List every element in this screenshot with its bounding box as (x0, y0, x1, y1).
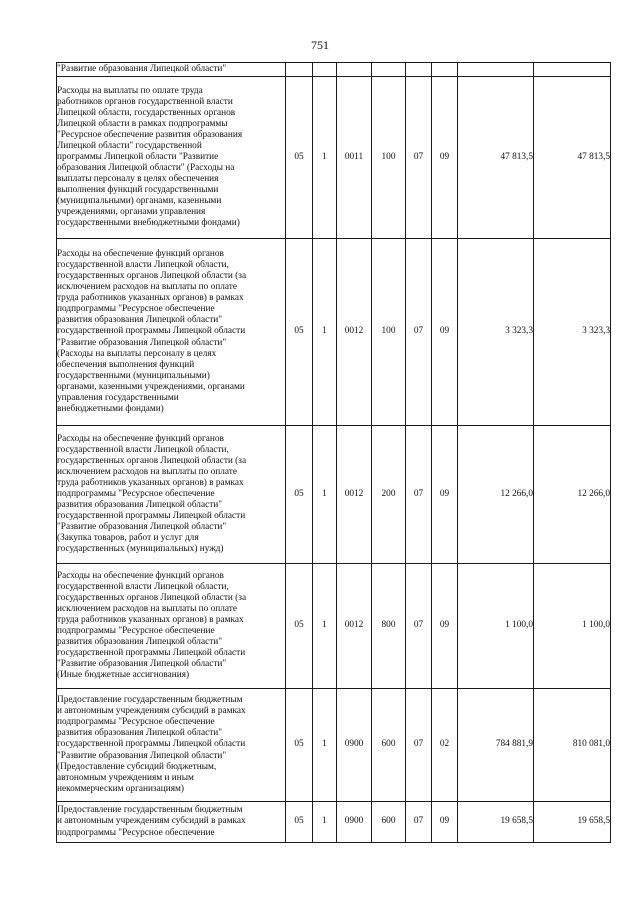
ministry-code: 05 (286, 77, 313, 239)
expense-type-code: 100 (372, 77, 406, 239)
subsection-code: 09 (432, 802, 458, 843)
ministry-code: 05 (286, 802, 313, 843)
expense-type-code: 600 (372, 802, 406, 843)
target-article-code (337, 63, 372, 77)
amount-year-2: 12 266,0 (534, 426, 611, 564)
amount-year-1: 3 323,3 (458, 239, 534, 426)
expense-type-code (372, 63, 406, 77)
ministry-code (286, 63, 313, 77)
amount-year-1: 12 266,0 (458, 426, 534, 564)
expense-type-code: 600 (372, 689, 406, 802)
budget-table (56, 62, 611, 843)
program-code: 1 (313, 77, 337, 239)
target-article-code: 0900 (337, 802, 372, 843)
table-row (57, 239, 611, 426)
target-article-code: 0900 (337, 689, 372, 802)
section-code: 07 (406, 802, 432, 843)
amount-year-2 (534, 63, 611, 77)
row-description: Предоставление государственным бюджетным и автономным учреждениям субсидий в рамках подпрограммы "Ресурсное обеспечение развития образования Липецкой области" государственной программы Липецкой области "Развитие образования Липецкой области" (Предоставление субсидий бюджетным, автономным учреждениям и иным некоммерческим организациям) (57, 689, 286, 802)
table-row (57, 564, 611, 689)
amount-year-2: 1 100,0 (534, 564, 611, 689)
row-description: Расходы на выплаты по оплате труда работников органов государственной власти Липецкой области, государственных органов Липецкой области в рамках подпрограммы "Ресурсное обеспечение развития образования Липецкой области" государственной программы Липецкой области "Развитие образования Липецкой области" (Расходы на выплаты персоналу в целях обеспечения выполнения функций государственными (муниципальными) органами, казенными учреждениями, органами управления государственными внебюджетными фондами) (57, 77, 286, 239)
table-row (57, 802, 611, 843)
expense-type-code: 100 (372, 239, 406, 426)
target-article-code: 0012 (337, 564, 372, 689)
row-description: Расходы на обеспечение функций органов государственной власти Липецкой области, государственных органов Липецкой области (за исключением расходов на выплаты по оплате труда работников указанных органов) в рамках подпрограммы "Ресурсное обеспечение развития образования Липецкой области" государственной программы Липецкой области "Развитие образования Липецкой области" (Иные бюджетные ассигнования) (57, 564, 286, 689)
amount-year-1 (458, 63, 534, 77)
section-code: 07 (406, 564, 432, 689)
amount-year-1: 19 658,5 (458, 802, 534, 843)
amount-year-2: 47 813,5 (534, 77, 611, 239)
subsection-code: 09 (432, 77, 458, 239)
program-code: 1 (313, 426, 337, 564)
subsection-code (432, 63, 458, 77)
target-article-code: 0012 (337, 239, 372, 426)
row-description: Предоставление государственным бюджетным и автономным учреждениям субсидий в рамках подпрограммы "Ресурсное обеспечение (57, 802, 286, 843)
ministry-code: 05 (286, 239, 313, 426)
program-code (313, 63, 337, 77)
table-row (57, 689, 611, 802)
row-description: Расходы на обеспечение функций органов государственной власти Липецкой области, государственных органов Липецкой области (за исключением расходов на выплаты по оплате труда работников указанных органов) в рамках подпрограммы "Ресурсное обеспечение развития образования Липецкой области" государственной программы Липецкой области "Развитие образования Липецкой области" (Закупка товаров, работ и услуг для государственных (муниципальных) нужд) (57, 426, 286, 564)
section-code: 07 (406, 239, 432, 426)
ministry-code: 05 (286, 689, 313, 802)
section-code: 07 (406, 426, 432, 564)
target-article-code: 0012 (337, 426, 372, 564)
table-row (57, 63, 611, 77)
amount-year-1: 47 813,5 (458, 77, 534, 239)
amount-year-1: 1 100,0 (458, 564, 534, 689)
amount-year-1: 784 881,9 (458, 689, 534, 802)
ministry-code: 05 (286, 564, 313, 689)
table-row (57, 77, 611, 239)
row-description: "Развитие образования Липецкой области" (57, 63, 286, 77)
amount-year-2: 3 323,3 (534, 239, 611, 426)
program-code: 1 (313, 239, 337, 426)
subsection-code: 09 (432, 239, 458, 426)
table-row (57, 426, 611, 564)
program-code: 1 (313, 564, 337, 689)
amount-year-2: 19 658,5 (534, 802, 611, 843)
page-number: 751 (311, 38, 329, 52)
expense-type-code: 800 (372, 564, 406, 689)
section-code: 07 (406, 689, 432, 802)
program-code: 1 (313, 802, 337, 843)
expense-type-code: 200 (372, 426, 406, 564)
amount-year-2: 810 081,0 (534, 689, 611, 802)
row-description: Расходы на обеспечение функций органов государственной власти Липецкой области, государственных органов Липецкой области (за исключением расходов на выплаты по оплате труда работников указанных органов) в рамках подпрограммы "Ресурсное обеспечение развития образования Липецкой области" государственной программы Липецкой области "Развитие образования Липецкой области" (Расходы на выплаты персоналу в целях обеспечения выполнения функций государственными (муниципальными) органами, казенными учреждениями, органами управления государственными внебюджетными фондами) (57, 239, 286, 426)
subsection-code: 09 (432, 564, 458, 689)
target-article-code: 0011 (337, 77, 372, 239)
subsection-code: 02 (432, 689, 458, 802)
section-code: 07 (406, 77, 432, 239)
section-code (406, 63, 432, 77)
ministry-code: 05 (286, 426, 313, 564)
subsection-code: 09 (432, 426, 458, 564)
program-code: 1 (313, 689, 337, 802)
